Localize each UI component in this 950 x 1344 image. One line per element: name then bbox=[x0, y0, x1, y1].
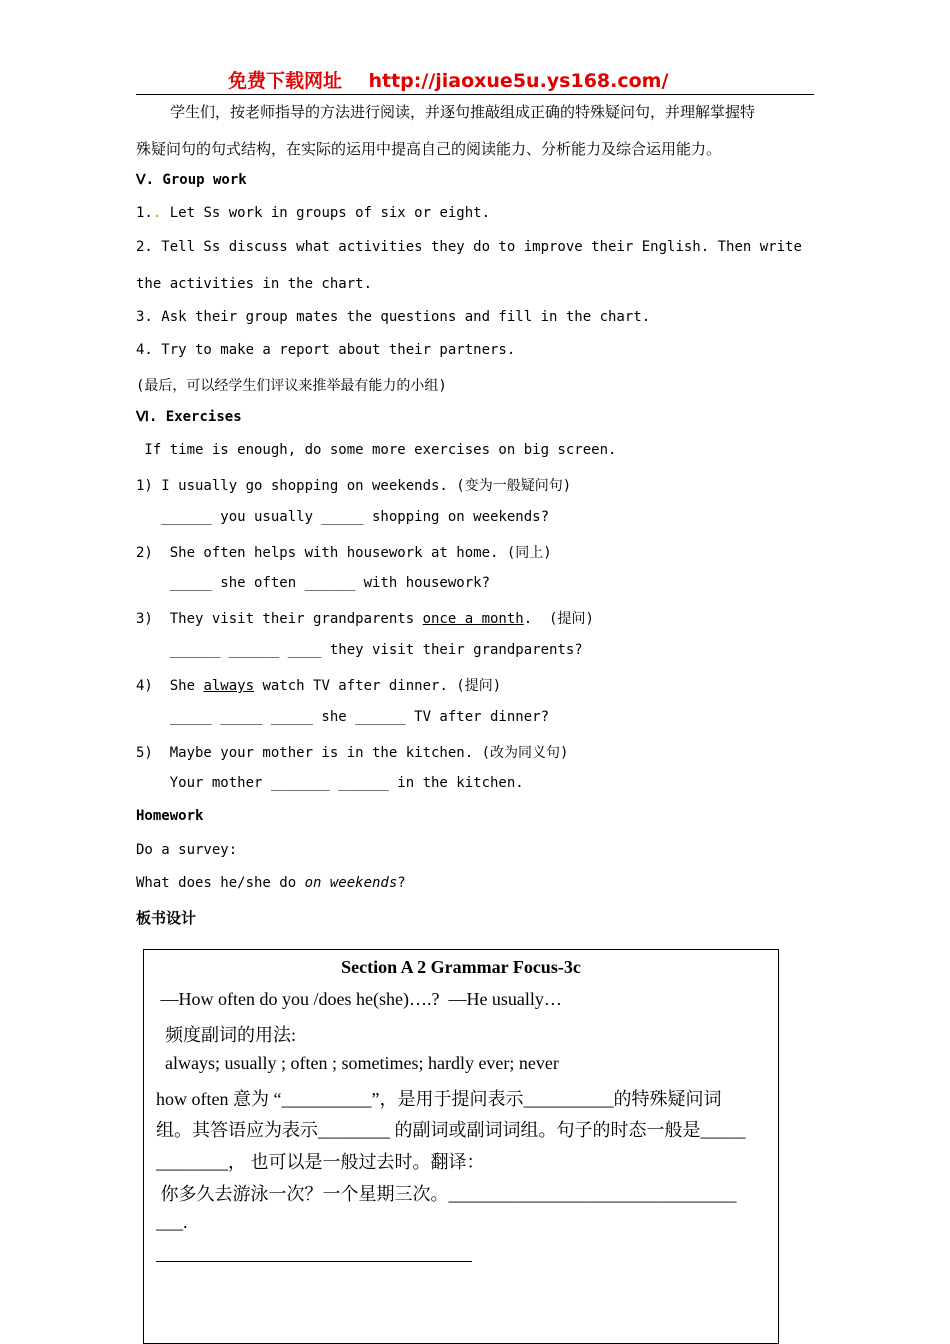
board-title: Section A 2 Grammar Focus-3c bbox=[341, 957, 581, 977]
site-url[interactable]: http://jiaoxue5u.ys168.com/ bbox=[368, 70, 669, 92]
section-5-note: (最后，可以经学生们评议来推举最有能力的小组) bbox=[136, 378, 447, 394]
board-line-6: ________， 也可以是一般过去时。翻译： bbox=[156, 1152, 485, 1172]
section-6-intro: If time is enough, do some more exercises on big screen. bbox=[136, 442, 617, 458]
homework-question-mark: ? bbox=[397, 875, 406, 891]
homework-question-italic: on weekends bbox=[304, 875, 398, 891]
item-1-dot: . bbox=[152, 205, 162, 221]
exercise-5-answer: Your mother _______ ______ in the kitchen. bbox=[136, 775, 524, 791]
exercise-4-answer: _____ _____ _____ she ______ TV after dinner? bbox=[136, 709, 550, 725]
board-line-5: 组。其答语应为表示________ 的副词或副词词组。句子的时态一般是_____ bbox=[156, 1120, 746, 1140]
item-1-number: 1. bbox=[136, 205, 153, 221]
section-5-title: Ⅴ. Group work bbox=[136, 172, 247, 188]
exercise-3-instruction: . (提问) bbox=[523, 611, 594, 627]
section-5-item-4: 4. Try to make a report about their partners. bbox=[136, 342, 516, 358]
item-1-text: Let Ss work in groups of six or eight. bbox=[161, 205, 491, 221]
board-line-4: how often 意为 “__________”，是用于提问表示__________的特殊疑问词 bbox=[156, 1089, 722, 1109]
exercise-4-text: 4) She bbox=[136, 678, 204, 694]
board-line-2: 频度副词的用法: bbox=[156, 1025, 297, 1045]
exercise-3 bbox=[136, 608, 594, 628]
board-line-7: 你多久去游泳一次？一个星期三次。________________________________ bbox=[156, 1184, 737, 1204]
section-5-item-2-line-2: the activities in the chart. bbox=[136, 276, 373, 292]
board-design-label: 板书设计 bbox=[136, 909, 197, 927]
intro-line-1: 学生们，按老师指导的方法进行阅读，并逐句推敲组成正确的特殊疑问句，并理解掌握特 bbox=[170, 103, 756, 121]
page-header bbox=[228, 66, 668, 93]
exercise-4-instruction: watch TV after dinner. (提问) bbox=[254, 678, 502, 694]
board-line-1: —How often do you /does he(she)….? —He usually… bbox=[156, 989, 562, 1009]
intro-line-2: 殊疑问句的句式结构，在实际的运用中提高自己的阅读能力、分析能力及综合运用能力。 bbox=[136, 140, 722, 158]
board-line-8: ___. bbox=[156, 1212, 188, 1232]
homework-question: What does he/she do bbox=[136, 875, 305, 891]
section-5-item-1 bbox=[136, 205, 490, 221]
section-5-item-2-line-1: 2. Tell Ss discuss what activities they do to improve their English. Then write bbox=[136, 239, 802, 255]
homework-title: Homework bbox=[136, 808, 204, 824]
exercise-4-underlined: always bbox=[203, 678, 255, 694]
exercise-4 bbox=[136, 675, 501, 695]
exercise-3-answer: ______ ______ ____ they visit their grandparents? bbox=[136, 642, 583, 658]
exercise-2-answer: _____ she often ______ with housework? bbox=[136, 575, 491, 591]
homework-line-2 bbox=[136, 875, 406, 891]
homework-line-1: Do a survey: bbox=[136, 842, 238, 858]
site-label: 免费下载网址 bbox=[228, 70, 343, 92]
exercise-3-underlined: once a month bbox=[422, 611, 524, 627]
exercise-3-text: 3) They visit their grandparents bbox=[136, 611, 423, 627]
section-6-title: Ⅵ. Exercises bbox=[136, 409, 242, 425]
section-5-item-3: 3. Ask their group mates the questions and fill in the chart. bbox=[136, 309, 651, 325]
exercise-1-answer: ______ you usually _____ shopping on weekends? bbox=[136, 509, 550, 525]
header-divider bbox=[136, 94, 814, 95]
board-line-3: always; usually ; often ; sometimes; hardly ever; never bbox=[156, 1053, 559, 1073]
exercise-2: 2) She often helps with housework at home. (同上) bbox=[136, 545, 552, 561]
board-answer-line bbox=[156, 1261, 472, 1262]
exercise-1: 1) I usually go shopping on weekends. (变为一般疑问句) bbox=[136, 478, 572, 494]
exercise-5: 5) Maybe your mother is in the kitchen. (改为同义句) bbox=[136, 745, 569, 761]
